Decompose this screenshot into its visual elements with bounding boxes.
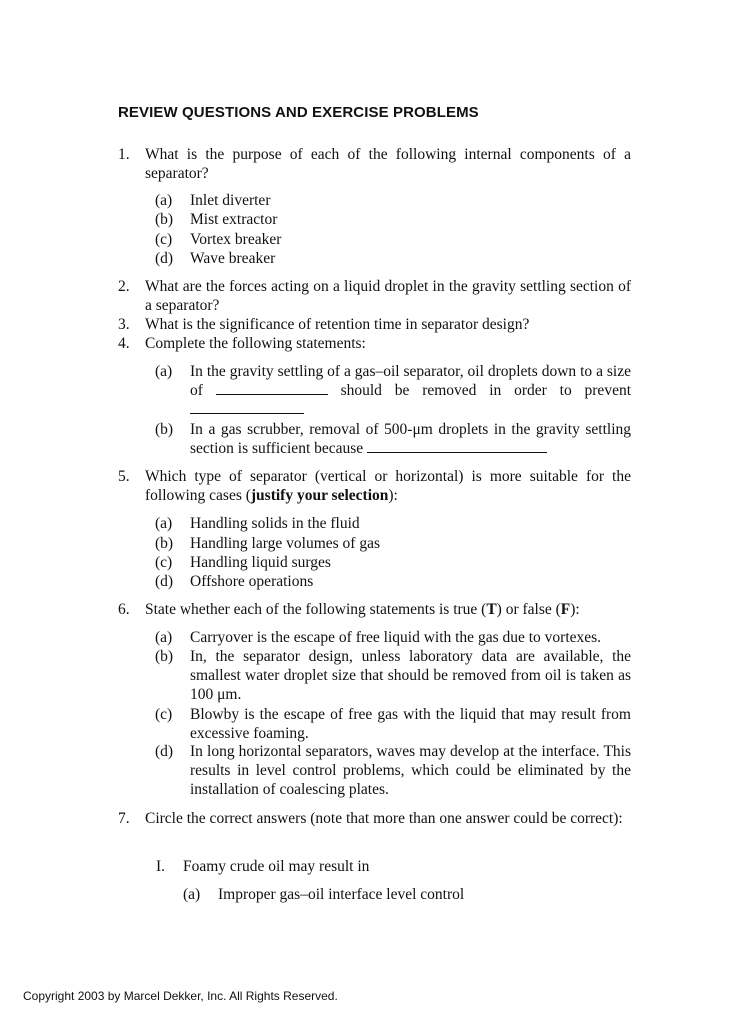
item-label: (a) [155,515,173,532]
item-text: Carryover is the escape of free liquid with the gas due to vortexes. [190,629,602,646]
true-mark: T [486,601,497,618]
question-7 [118,809,631,828]
question-text: What is the purpose of each of the following internal components of a separator? [145,146,631,182]
copyright-footer: Copyright 2003 by Marcel Dekker, Inc. All Rights Reserved. [23,989,338,1003]
question-5 [118,467,631,505]
item-label: (b) [155,535,174,552]
question-text: What is the significance of retention time in separator design? [145,316,530,333]
question-2 [118,277,631,315]
question-3 [118,315,631,334]
item-label: (b) [155,648,174,665]
text-before: State whether each of the following statements is true ( [145,601,487,618]
part-text: Foamy crude oil may result in [183,858,370,875]
question-text: Complete the following statements: [145,335,366,352]
item-text: In, the separator design, unless laboratory data are available, the smallest water droplet size that should be removed from oil is taken as 100 μm. [190,648,631,703]
question-number: 1. [118,146,130,163]
list-item [155,534,631,553]
statement-part-1: In the gravity settling of a gas–oil separator, oil droplets down to a size of [190,363,631,399]
item-label: (b) [155,421,174,438]
section-heading: REVIEW QUESTIONS AND EXERCISE PROBLEMS [118,104,479,121]
question-1 [118,145,631,183]
item-label: (c) [155,231,173,248]
list-item [155,628,631,647]
list-item [155,230,631,249]
item-text: In long horizontal separators, waves may develop at the interface. This results in level control problems, which could be eliminated by the installation of coalescing plates. [190,743,631,798]
list-item [155,647,631,704]
item-text: Vortex breaker [190,231,282,248]
question-number: 2. [118,278,130,295]
question-number: 4. [118,335,130,352]
question-number: 3. [118,316,130,333]
answer-blank[interactable] [367,439,547,453]
list-item [155,705,631,743]
item-label: (c) [155,554,173,571]
item-label: (d) [155,743,174,760]
item-label: (b) [155,211,174,228]
item-label: (d) [155,573,174,590]
list-item [155,362,631,419]
question-text: Circle the correct answers (note that more than one answer could be correct): [145,810,623,827]
question-number: 5. [118,468,130,485]
item-text: Blowby is the escape of free gas with the liquid that may result from excessive foaming. [190,706,631,742]
text-before: Which type of separator (vertical or horizontal) is more suitable for the following cases ( [145,468,631,504]
question-text [145,467,631,505]
item-text: Inlet diverter [190,192,271,209]
statement-part-1: In a gas scrubber, removal of 500-μm droplets in the gravity settling section is sufficient because [190,421,631,457]
item-label: (a) [183,886,201,903]
list-item [155,210,631,229]
item-label: (d) [155,250,174,267]
answer-blank[interactable] [190,400,304,414]
text-bold: justify your selection [250,487,389,504]
item-text: Offshore operations [190,573,314,590]
item-text: Wave breaker [190,250,276,267]
question-number: 6. [118,601,130,618]
list-item [183,885,631,904]
question-text [145,600,631,619]
question-part [156,857,369,876]
text-middle: ) or false ( [496,601,561,618]
part-label: I. [156,858,166,875]
list-item [155,191,631,210]
item-label: (c) [155,706,173,723]
item-text: Improper gas–oil interface level control [218,886,465,903]
false-mark: F [560,601,571,618]
item-text: Handling solids in the fluid [190,515,360,532]
answer-blank[interactable] [216,381,328,395]
item-text: Handling large volumes of gas [190,535,380,552]
item-text: Handling liquid surges [190,554,331,571]
question-4 [118,334,631,353]
text-after: ): [570,601,580,618]
item-text [190,362,631,419]
question-6 [118,600,631,619]
item-text: Mist extractor [190,211,278,228]
item-label: (a) [155,363,173,380]
list-item [155,742,631,799]
item-label: (a) [155,629,173,646]
question-number: 7. [118,810,130,827]
list-item [155,514,631,533]
list-item [155,420,631,458]
text-after: ): [388,487,398,504]
list-item [155,553,631,572]
item-text [190,420,631,458]
list-item [155,572,631,591]
item-label: (a) [155,192,173,209]
statement-part-2: should be removed in order to prevent [340,382,631,399]
list-item [155,249,631,268]
question-text: What are the forces acting on a liquid droplet in the gravity settling section of a separator? [145,278,631,314]
